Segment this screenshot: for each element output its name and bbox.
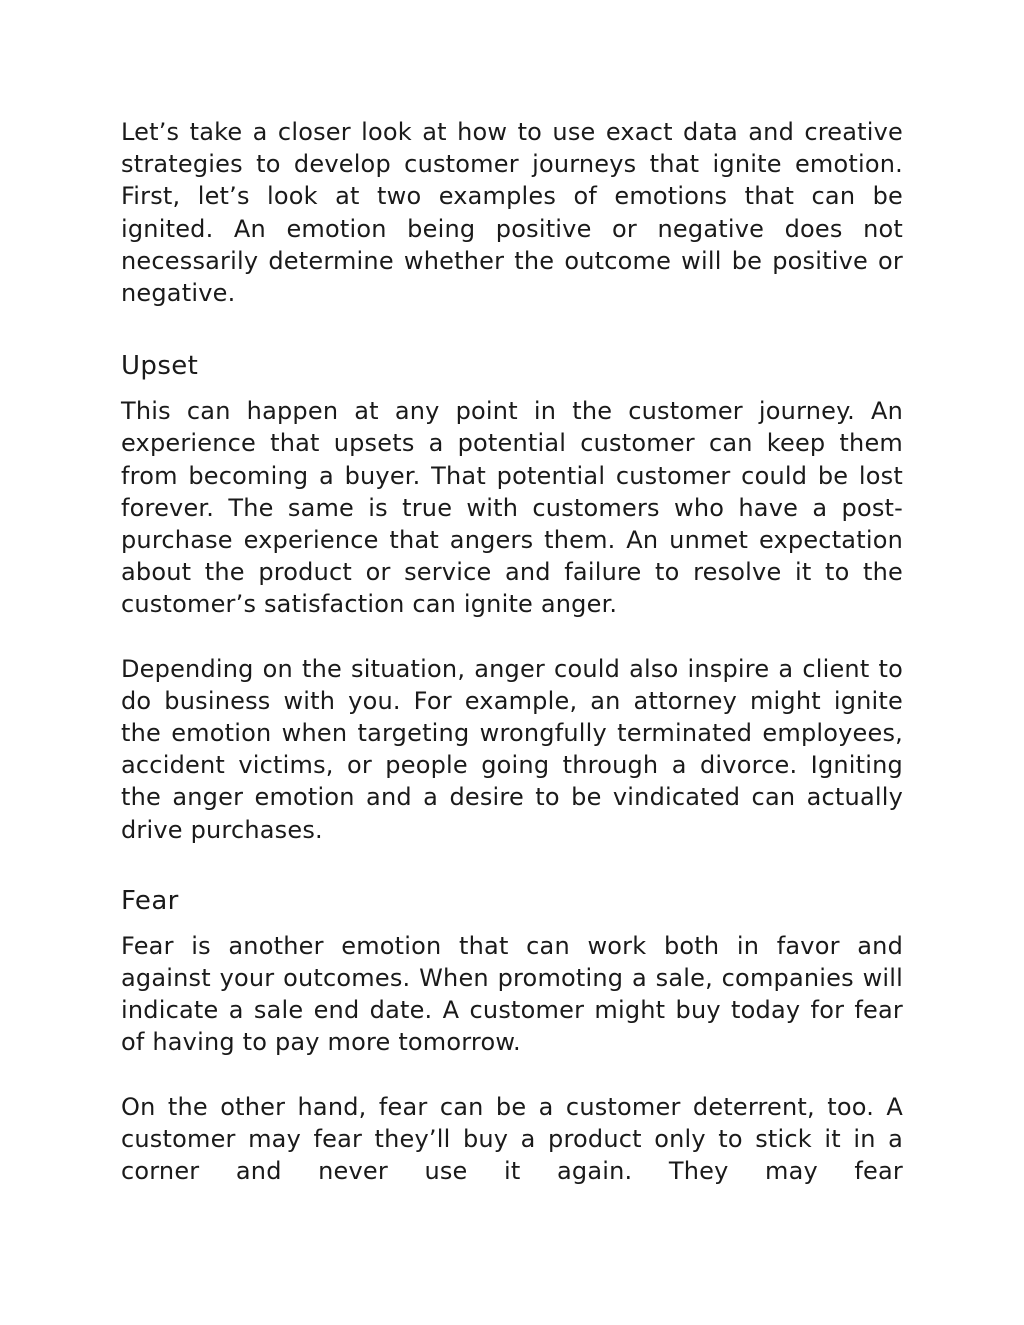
- fear-paragraph-2: On the other hand, fear can be a customer deterrent, too. A customer may fear they’ll buy a product only to stick it in a corner and never use it again. They may fear: [121, 1092, 903, 1186]
- intro-paragraph: Let’s take a closer look at how to use exact data and creative strategies to develop customer journeys that ignite emotion. First, let’s look at two examples of emotions that can be ignited. An emotion being positive or negative does not necessarily determine whether the outcome will be positive or negative.: [121, 118, 903, 308]
- fear-paragraph-1: Fear is another emotion that can work both in favor and against your outcomes. When promoting a sale, companies will indicate a sale end date. A customer might buy today for fear of having to pay more tomorrow.: [121, 931, 903, 1057]
- section-heading-upset: Upset: [121, 351, 199, 382]
- section-heading-fear: Fear: [121, 885, 179, 916]
- upset-paragraph-2: Depending on the situation, anger could also inspire a client to do business with you. For example, an attorney might ignite the emotion when targeting wrongfully terminated employees, accident victims, or people going through a divorce. Igniting the anger emotion and a desire to be vindicated can actually drive purchases.: [121, 654, 903, 844]
- document-page: [121, 116, 903, 1187]
- upset-paragraph-1: This can happen at any point in the customer journey. An experience that upsets a potential customer can keep them from becoming a buyer. That potential customer could be lost forever. The same is true with customers who have a post-purchase experience that angers them. An unmet expectation about the product or service and failure to resolve it to the customer’s satisfaction can ignite anger.: [121, 397, 903, 619]
